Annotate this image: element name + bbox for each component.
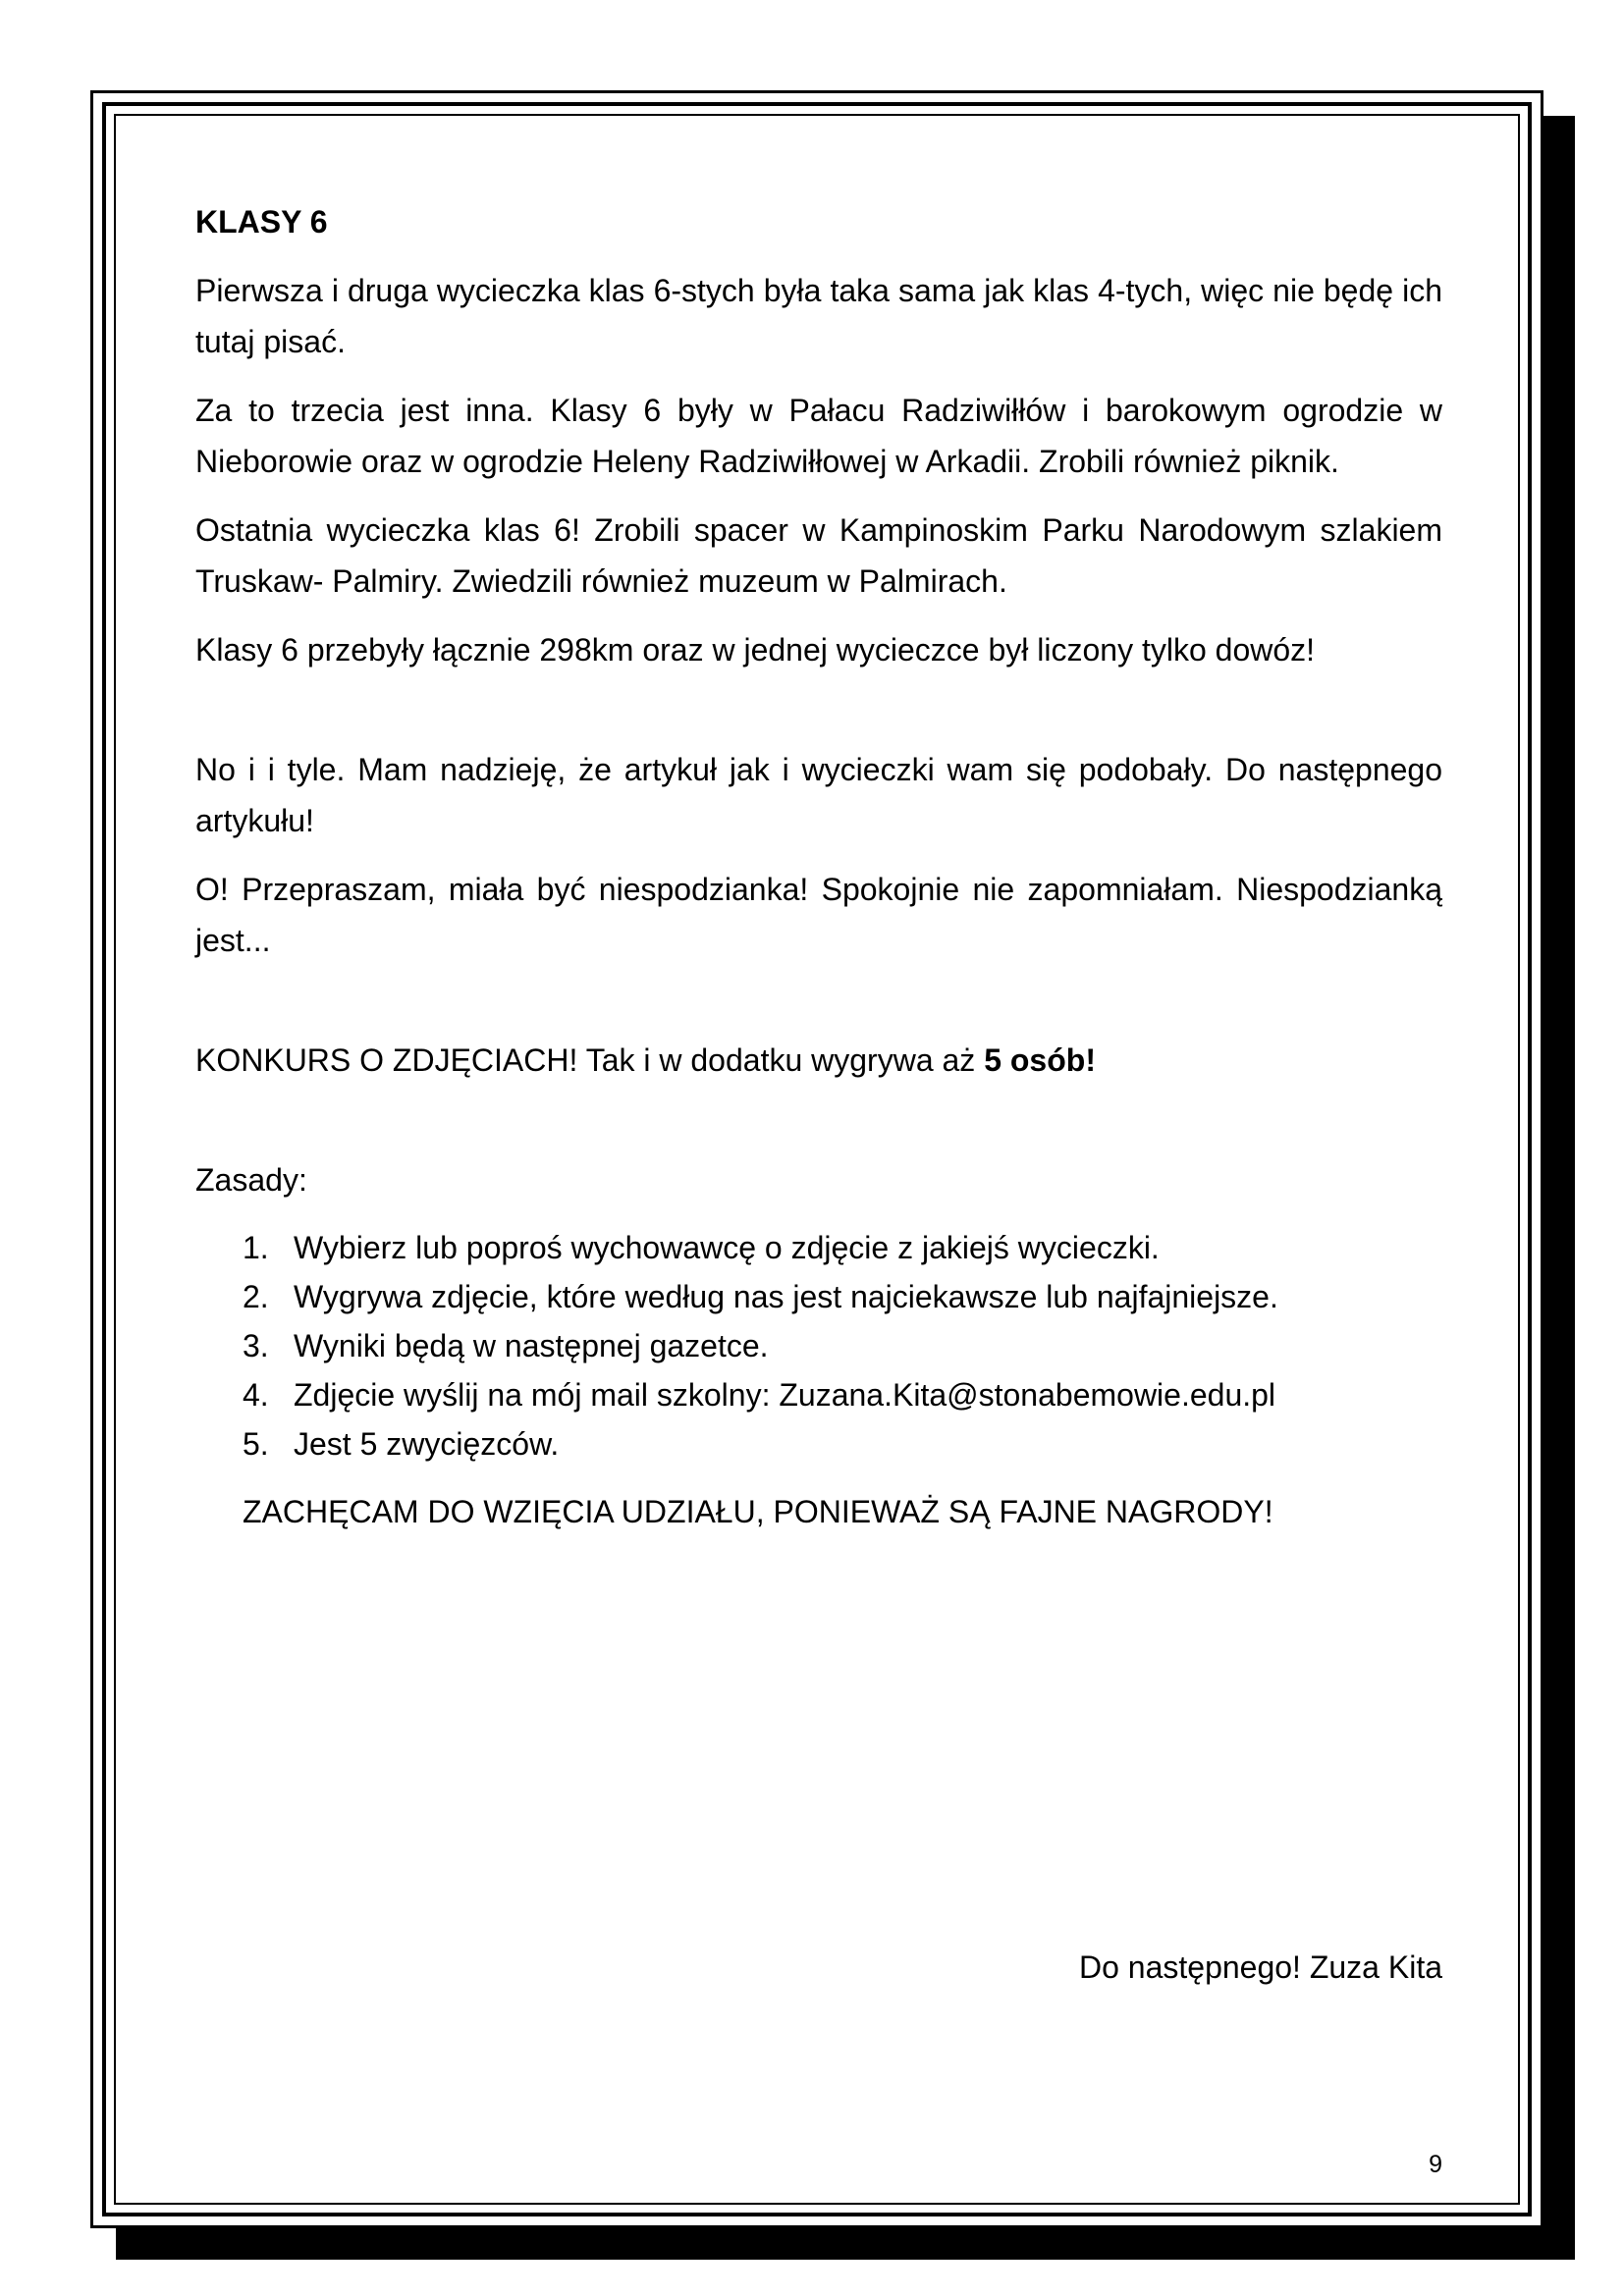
list-item [243, 1223, 1442, 1272]
list-item-number: 2. [243, 1279, 269, 1314]
list-item [243, 1321, 1442, 1370]
list-item-text: Jest 5 zwycięzców. [294, 1426, 560, 1462]
section-heading: KLASY 6 [195, 204, 328, 240]
closing-call-to-action: ZACHĘCAM DO WZIĘCIA UDZIAŁU, PONIEWAŻ SĄ FAJNE NAGRODY! [243, 1494, 1273, 1529]
list-item-number: 4. [243, 1377, 269, 1413]
author-signature: Do następnego! Zuza Kita [1078, 1949, 1442, 1985]
paragraph-trip-4: Ostatnia wycieczka klas 6! Zrobili spacer w Kampinoskim Parku Narodowym szlakiem Truskaw- Palmiry. Zwiedzili również muzeum w Palmirach. [195, 512, 1442, 599]
list-item [243, 1272, 1442, 1321]
list-item-number: 1. [243, 1230, 269, 1265]
paragraph-ending: No i i tyle. Mam nadzieję, że artykuł jak i wycieczki wam się podobały. Do następnego artykułu! [195, 752, 1442, 838]
list-item-text: Wybierz lub poproś wychowawcę o zdjęcie z jakiejś wycieczki. [294, 1230, 1160, 1265]
rules-title: Zasady: [195, 1162, 307, 1198]
list-item-number: 5. [243, 1426, 269, 1462]
page-number: 9 [1429, 2151, 1442, 2178]
contest-text: KONKURS O ZDJĘCIACH! Tak i w dodatku wygrywa aż [195, 1042, 985, 1078]
spacer [195, 693, 1442, 744]
paragraph-trip-3: Za to trzecia jest inna. Klasy 6 były w Pałacu Radziwiłłów i barokowym ogrodzie w Nieborowie oraz w ogrodzie Heleny Radziwiłłowej w Arkadii. Zrobili również piknik. [195, 393, 1442, 479]
paragraph-trips-1-2: Pierwsza i druga wycieczka klas 6-stych była taka sama jak klas 4-tych, więc nie będę ich tutaj pisać. [195, 273, 1442, 359]
list-item-text: Wygrywa zdjęcie, które według nas jest najciekawsze lub najfajniejsze. [294, 1279, 1278, 1314]
list-item [243, 1370, 1442, 1419]
list-item-text: Wyniki będą w następnej gazetce. [294, 1328, 769, 1363]
list-item-text: Zdjęcie wyślij na mój mail szkolny: Zuzana.Kita@stonabemowie.edu.pl [294, 1377, 1276, 1413]
paragraph-surprise: O! Przepraszam, miała być niespodzianka! Spokojnie nie zapomniałam. Niespodzianką jest... [195, 872, 1442, 958]
list-item-number: 3. [243, 1328, 269, 1363]
rules-list [195, 1223, 1442, 1468]
article-body [195, 196, 1442, 1537]
list-item [243, 1419, 1442, 1468]
contest-winners-count: 5 osób! [984, 1042, 1096, 1078]
contest-announcement [195, 1035, 1442, 1086]
spacer [195, 984, 1442, 1035]
spacer [195, 1103, 1442, 1154]
paragraph-distance: Klasy 6 przebyły łącznie 298km oraz w jednej wycieczce był liczony tylko dowóz! [195, 632, 1316, 667]
